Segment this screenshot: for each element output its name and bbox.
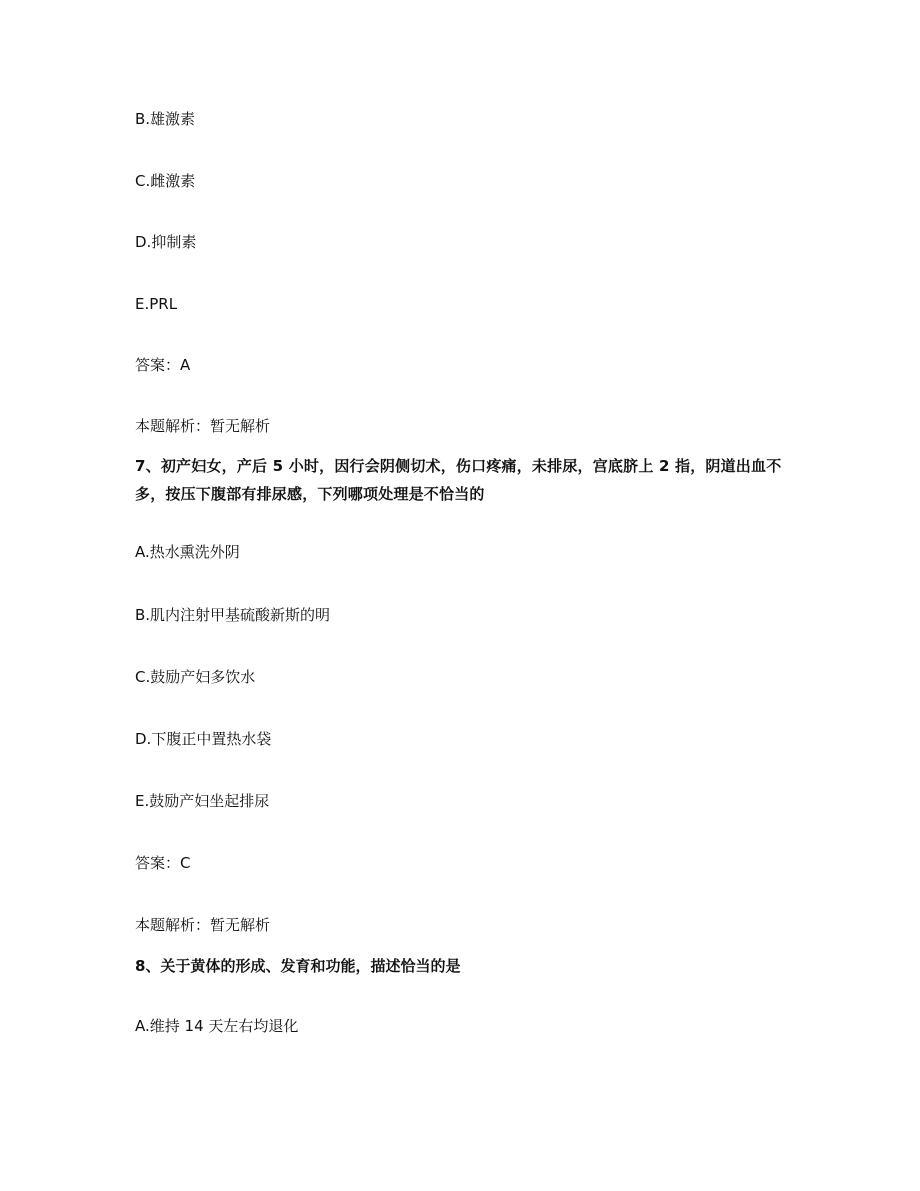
q7-option-b: B.肌内注射甲基硫酸新斯的明 — [135, 606, 331, 624]
q7-answer: 答案：C — [135, 854, 191, 872]
q7-stem: 7、初产妇女，产后 5 小时，因行会阴侧切术，伤口疼痛，未排尿，宫底脐上 2 指，阴道出血不多，按压下腹部有排尿感，下列哪项处理是不恰当的 — [135, 457, 782, 503]
q6-answer: 答案：A — [135, 356, 191, 374]
q6-option-b: B.雄激素 — [135, 110, 196, 128]
q6-option-e: E.PRL — [135, 295, 178, 313]
q6-option-d: D.抑制素 — [135, 233, 197, 251]
q7-option-d: D.下腹正中置热水袋 — [135, 730, 272, 748]
q7-option-a: A.热水熏洗外阴 — [135, 543, 240, 561]
q6-option-c: C.雌激素 — [135, 172, 196, 190]
q8-option-a: A.维持 14 天左右均退化 — [135, 1017, 299, 1035]
q7-option-c: C.鼓励产妇多饮水 — [135, 668, 256, 686]
q7-analysis: 本题解析：暂无解析 — [135, 916, 271, 934]
q7-option-e: E.鼓励产妇坐起排尿 — [135, 792, 270, 810]
q6-analysis: 本题解析：暂无解析 — [135, 417, 271, 435]
q8-stem: 8、关于黄体的形成、发育和功能，描述恰当的是 — [135, 957, 461, 975]
